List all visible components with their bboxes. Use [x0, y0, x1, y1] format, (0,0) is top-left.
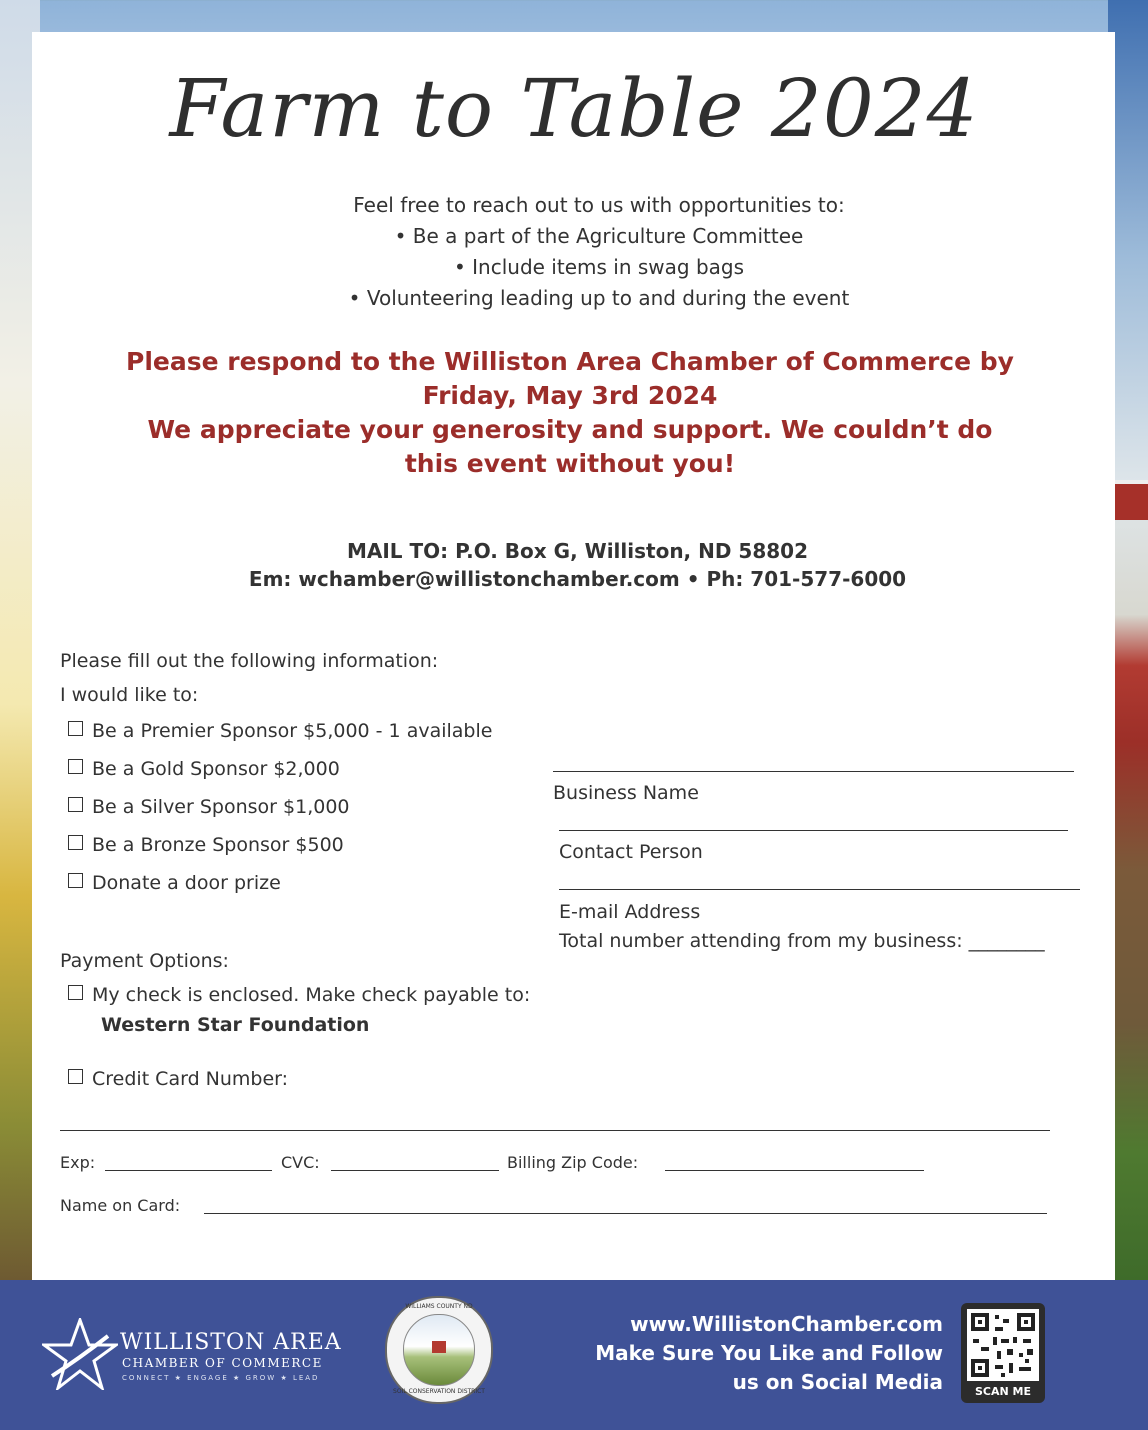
respond-line: We appreciate your generosity and support. We couldn’t do: [147, 415, 993, 444]
checkbox[interactable]: [68, 985, 83, 1000]
barn-icon: [432, 1341, 446, 1353]
option-bronze[interactable]: [68, 834, 344, 856]
email-line[interactable]: [559, 889, 1080, 890]
credit-card-line[interactable]: [60, 1130, 1050, 1131]
option-credit-card[interactable]: [68, 1068, 288, 1090]
logo-name: WILLISTON AREA: [120, 1330, 342, 1355]
mail-address: MAIL TO: P.O. Box G, Williston, ND 58802: [346, 539, 809, 563]
payment-options-label: Payment Options:: [60, 950, 229, 972]
checkbox[interactable]: [68, 873, 83, 888]
checkbox[interactable]: [68, 721, 83, 736]
social-line: Make Sure You Like and Follow: [595, 1341, 943, 1365]
respond-line: Friday, May 3rd 2024: [422, 381, 718, 410]
email-phone: Em: wchamber@willistonchamber.com • Ph: 701-577-6000: [248, 567, 907, 591]
zip-line[interactable]: [665, 1170, 924, 1171]
business-name-label: Business Name: [553, 782, 699, 804]
qr-code-icon: [967, 1309, 1039, 1381]
option-label: Be a Silver Sponsor $1,000: [92, 796, 350, 818]
barn-image: [1112, 480, 1148, 520]
would-like-label: I would like to:: [60, 684, 199, 706]
option-premier[interactable]: [68, 720, 492, 742]
zip-label: Billing Zip Code:: [507, 1153, 639, 1172]
checkbox[interactable]: [68, 759, 83, 774]
intro-line: Feel free to reach out to us with opportunities to:: [353, 193, 845, 217]
business-name-line[interactable]: [553, 771, 1074, 772]
contact-info: [0, 537, 1148, 593]
soil-conservation-seal: [385, 1296, 493, 1404]
exp-line[interactable]: [105, 1170, 272, 1171]
qr-code[interactable]: [961, 1303, 1045, 1403]
fill-out-label: Please fill out the following information:: [60, 650, 439, 672]
logo-subtitle: CHAMBER OF COMMERCE: [122, 1356, 323, 1370]
option-label: Be a Bronze Sponsor $500: [92, 834, 344, 856]
payee-name: Western Star Foundation: [101, 1014, 370, 1036]
option-label: Donate a door prize: [92, 872, 281, 894]
option-gold[interactable]: [68, 758, 340, 780]
cvc-line[interactable]: [331, 1170, 499, 1171]
intro-bullet: • Include items in swag bags: [453, 255, 745, 279]
option-label: Be a Gold Sponsor $2,000: [92, 758, 340, 780]
cvc-label: CVC:: [281, 1153, 320, 1172]
seal-bottom-text: SOIL CONSERVATION DISTRICT: [393, 1388, 485, 1395]
option-check[interactable]: [68, 984, 530, 1006]
option-label: Be a Premier Sponsor $5,000 - 1 available: [92, 720, 493, 742]
option-door-prize[interactable]: [68, 872, 281, 894]
footer-web-info: [595, 1310, 943, 1397]
contact-person-line[interactable]: [559, 830, 1068, 831]
checkbox[interactable]: [68, 1069, 83, 1084]
seal-landscape: [403, 1314, 475, 1386]
website-link[interactable]: www.WillistonChamber.com: [630, 1312, 943, 1336]
seal-top-text: WILLIAMS COUNTY ND: [405, 1303, 473, 1310]
contact-person-label: Contact Person: [559, 841, 703, 863]
email-label: E-mail Address: [559, 901, 701, 923]
option-label: Credit Card Number:: [92, 1068, 289, 1090]
intro-text: [0, 190, 1148, 314]
exp-label: Exp:: [60, 1153, 96, 1172]
intro-bullet: • Volunteering leading up to and during the event: [348, 286, 850, 310]
respond-line: Please respond to the Williston Area Chamber of Commerce by: [126, 347, 1014, 376]
logo-tagline: CONNECT ★ ENGAGE ★ GROW ★ LEAD: [122, 1374, 320, 1382]
option-label: My check is enclosed. Make check payable to:: [92, 984, 531, 1006]
star-logo-icon: [42, 1318, 118, 1390]
intro-bullet: • Be a part of the Agriculture Committee: [394, 224, 804, 248]
name-on-card-line[interactable]: [204, 1213, 1047, 1214]
social-line: us on Social Media: [732, 1370, 943, 1394]
checkbox[interactable]: [68, 797, 83, 812]
total-attending-label: Total number attending from my business: ________: [559, 930, 1045, 952]
checkbox[interactable]: [68, 835, 83, 850]
respond-notice: [0, 345, 1140, 481]
option-silver[interactable]: [68, 796, 350, 818]
respond-line: this event without you!: [404, 449, 736, 478]
page-title: Farm to Table 2024: [169, 62, 979, 155]
name-on-card-label: Name on Card:: [60, 1196, 181, 1215]
scan-me-label: SCAN ME: [974, 1385, 1031, 1398]
